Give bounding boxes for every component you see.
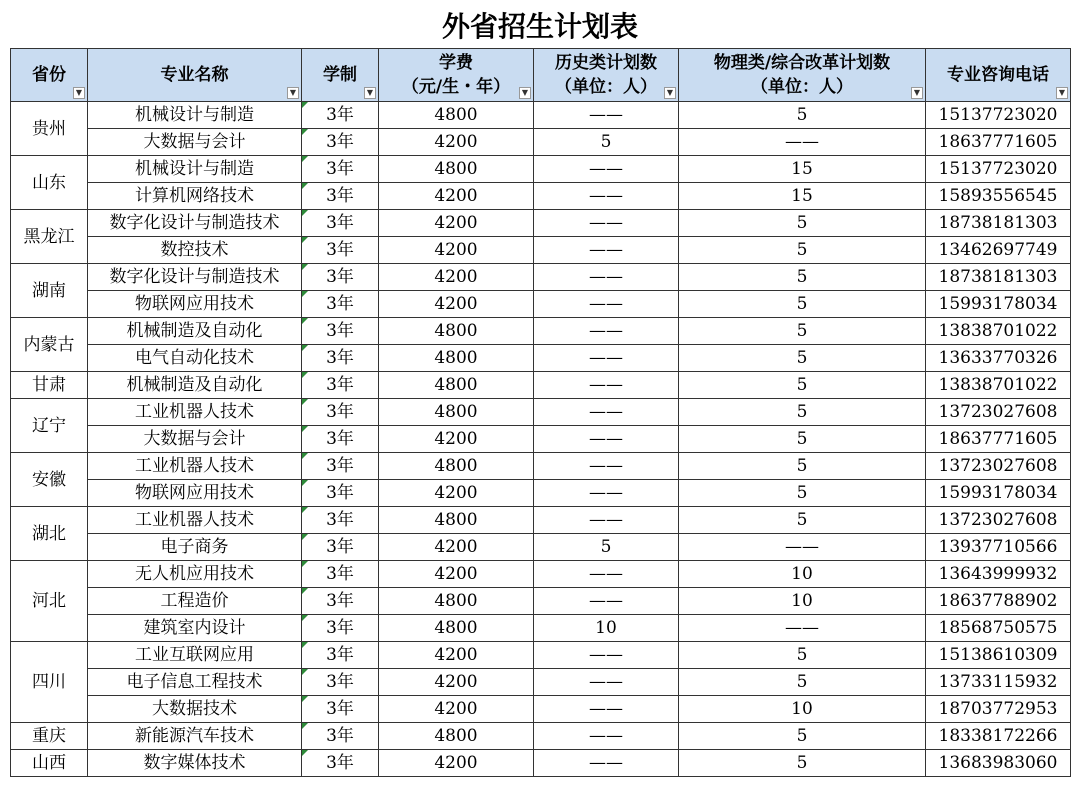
history-plan-cell[interactable]: —— <box>534 480 679 507</box>
major-cell[interactable]: 工业机器人技术 <box>88 453 302 480</box>
major-cell[interactable]: 工业机器人技术 <box>88 507 302 534</box>
header-row <box>11 49 1071 102</box>
table-row <box>11 291 1071 318</box>
phone-cell[interactable]: 13937710566 <box>926 534 1071 561</box>
major-cell[interactable]: 数字化设计与制造技术 <box>88 210 302 237</box>
physics-plan-cell[interactable]: 5 <box>679 642 926 669</box>
phone-cell[interactable]: 13723027608 <box>926 507 1071 534</box>
years-cell[interactable]: 3年 <box>302 210 379 237</box>
phone-cell[interactable]: 18568750575 <box>926 615 1071 642</box>
province-cell[interactable]: 贵州 <box>11 102 88 156</box>
fee-cell[interactable]: 4800 <box>379 507 534 534</box>
history-plan-cell[interactable]: —— <box>534 453 679 480</box>
fee-cell[interactable]: 4200 <box>379 561 534 588</box>
physics-plan-cell[interactable]: 15 <box>679 183 926 210</box>
province-cell[interactable]: 湖北 <box>11 507 88 561</box>
physics-plan-cell[interactable]: 10 <box>679 561 926 588</box>
history-plan-cell[interactable]: —— <box>534 156 679 183</box>
major-cell[interactable]: 机械制造及自动化 <box>88 372 302 399</box>
years-cell[interactable]: 3年 <box>302 372 379 399</box>
years-cell[interactable]: 3年 <box>302 588 379 615</box>
phone-cell[interactable]: 13683983060 <box>926 750 1071 777</box>
phone-cell[interactable]: 18738181303 <box>926 264 1071 291</box>
years-cell[interactable]: 3年 <box>302 750 379 777</box>
table-row <box>11 345 1071 372</box>
table-row <box>11 750 1071 777</box>
province-cell[interactable]: 山西 <box>11 750 88 777</box>
table-title: 外省招生计划表 <box>441 10 638 43</box>
physics-plan-cell[interactable]: 10 <box>679 696 926 723</box>
phone-cell[interactable]: 15137723020 <box>926 156 1071 183</box>
enrollment-plan-table <box>10 48 1071 777</box>
province-cell[interactable]: 内蒙古 <box>11 318 88 372</box>
years-cell[interactable]: 3年 <box>302 102 379 129</box>
phone-cell[interactable]: 13838701022 <box>926 318 1071 345</box>
years-cell[interactable]: 3年 <box>302 129 379 156</box>
phone-cell[interactable]: 13838701022 <box>926 372 1071 399</box>
table-row <box>11 615 1071 642</box>
table-row <box>11 210 1071 237</box>
phone-cell[interactable]: 15893556545 <box>926 183 1071 210</box>
physics-plan-cell[interactable]: 5 <box>679 669 926 696</box>
filter-dropdown-icon[interactable]: ▼ <box>519 87 531 99</box>
filter-dropdown-icon[interactable]: ▼ <box>287 87 299 99</box>
physics-plan-cell[interactable]: 5 <box>679 399 926 426</box>
fee-cell[interactable]: 4200 <box>379 750 534 777</box>
years-cell[interactable]: 3年 <box>302 615 379 642</box>
major-cell[interactable]: 电气自动化技术 <box>88 345 302 372</box>
years-cell[interactable]: 3年 <box>302 723 379 750</box>
history-plan-cell[interactable]: —— <box>534 318 679 345</box>
table-row <box>11 642 1071 669</box>
table-row <box>11 183 1071 210</box>
history-plan-cell[interactable]: 10 <box>534 615 679 642</box>
physics-plan-cell[interactable]: 5 <box>679 426 926 453</box>
table-row <box>11 156 1071 183</box>
history-plan-cell[interactable]: —— <box>534 291 679 318</box>
physics-plan-cell[interactable]: 5 <box>679 291 926 318</box>
major-cell[interactable]: 机械制造及自动化 <box>88 318 302 345</box>
header-phone: 专业咨询电话 ▼ <box>926 49 1071 102</box>
major-cell[interactable]: 大数据与会计 <box>88 426 302 453</box>
province-cell[interactable]: 重庆 <box>11 723 88 750</box>
phone-cell[interactable]: 18338172266 <box>926 723 1071 750</box>
physics-plan-cell[interactable]: 5 <box>679 102 926 129</box>
major-cell[interactable]: 机械设计与制造 <box>88 102 302 129</box>
table-body <box>11 102 1071 777</box>
fee-cell[interactable]: 4200 <box>379 237 534 264</box>
table-row <box>11 318 1071 345</box>
major-cell[interactable]: 机械设计与制造 <box>88 156 302 183</box>
physics-plan-cell[interactable]: 5 <box>679 345 926 372</box>
major-cell[interactable]: 大数据与会计 <box>88 129 302 156</box>
years-cell[interactable]: 3年 <box>302 399 379 426</box>
major-cell[interactable]: 大数据技术 <box>88 696 302 723</box>
fee-cell[interactable]: 4200 <box>379 669 534 696</box>
fee-cell[interactable]: 4200 <box>379 642 534 669</box>
major-cell[interactable]: 电子信息工程技术 <box>88 669 302 696</box>
table-row <box>11 696 1071 723</box>
history-plan-cell[interactable]: 5 <box>534 129 679 156</box>
table-row <box>11 102 1071 129</box>
years-cell[interactable]: 3年 <box>302 480 379 507</box>
phone-cell[interactable]: 13723027608 <box>926 399 1071 426</box>
province-cell[interactable]: 山东 <box>11 156 88 210</box>
header-major: 专业名称 ▼ <box>88 49 302 102</box>
fee-cell[interactable]: 4200 <box>379 696 534 723</box>
physics-plan-cell[interactable]: 5 <box>679 507 926 534</box>
history-plan-cell[interactable]: —— <box>534 210 679 237</box>
province-cell[interactable]: 黑龙江 <box>11 210 88 264</box>
province-cell[interactable]: 湖南 <box>11 264 88 318</box>
table-row <box>11 669 1071 696</box>
province-cell[interactable]: 安徽 <box>11 453 88 507</box>
history-plan-cell[interactable]: —— <box>534 426 679 453</box>
fee-cell[interactable]: 4800 <box>379 372 534 399</box>
fee-cell[interactable]: 4800 <box>379 156 534 183</box>
history-plan-cell[interactable]: —— <box>534 750 679 777</box>
physics-plan-cell[interactable]: 5 <box>679 480 926 507</box>
fee-cell[interactable]: 4200 <box>379 264 534 291</box>
phone-cell[interactable]: 15138610309 <box>926 642 1071 669</box>
physics-plan-cell[interactable]: 5 <box>679 237 926 264</box>
history-plan-cell[interactable]: —— <box>534 372 679 399</box>
fee-cell[interactable]: 4200 <box>379 183 534 210</box>
phone-cell[interactable]: 18738181303 <box>926 210 1071 237</box>
physics-plan-cell[interactable]: 5 <box>679 750 926 777</box>
history-plan-cell[interactable]: —— <box>534 723 679 750</box>
years-cell[interactable]: 3年 <box>302 237 379 264</box>
filter-dropdown-icon[interactable]: ▼ <box>364 87 376 99</box>
phone-cell[interactable]: 13643999932 <box>926 561 1071 588</box>
history-plan-cell[interactable]: —— <box>534 183 679 210</box>
years-cell[interactable]: 3年 <box>302 534 379 561</box>
table-row <box>11 129 1071 156</box>
fee-cell[interactable]: 4200 <box>379 129 534 156</box>
physics-plan-cell[interactable]: 5 <box>679 372 926 399</box>
fee-cell[interactable]: 4200 <box>379 426 534 453</box>
fee-cell[interactable]: 4200 <box>379 534 534 561</box>
fee-cell[interactable]: 4800 <box>379 399 534 426</box>
years-cell[interactable]: 3年 <box>302 453 379 480</box>
history-plan-cell[interactable]: —— <box>534 642 679 669</box>
years-cell[interactable]: 3年 <box>302 696 379 723</box>
province-cell[interactable]: 河北 <box>11 561 88 642</box>
fee-cell[interactable]: 4800 <box>379 102 534 129</box>
table-row <box>11 372 1071 399</box>
province-cell[interactable]: 辽宁 <box>11 399 88 453</box>
history-plan-cell[interactable]: 5 <box>534 534 679 561</box>
physics-plan-cell[interactable]: —— <box>679 615 926 642</box>
history-plan-cell[interactable]: —— <box>534 588 679 615</box>
table-row <box>11 399 1071 426</box>
physics-plan-cell[interactable]: 5 <box>679 264 926 291</box>
table-row <box>11 723 1071 750</box>
physics-plan-cell[interactable]: 5 <box>679 723 926 750</box>
years-cell[interactable]: 3年 <box>302 345 379 372</box>
physics-plan-cell[interactable]: 5 <box>679 210 926 237</box>
years-cell[interactable]: 3年 <box>302 156 379 183</box>
years-cell[interactable]: 3年 <box>302 264 379 291</box>
major-cell[interactable]: 工业机器人技术 <box>88 399 302 426</box>
major-cell[interactable]: 计算机网络技术 <box>88 183 302 210</box>
fee-cell[interactable]: 4800 <box>379 615 534 642</box>
filter-dropdown-icon[interactable]: ▼ <box>911 87 923 99</box>
history-plan-cell[interactable]: —— <box>534 102 679 129</box>
table-row <box>11 426 1071 453</box>
years-cell[interactable]: 3年 <box>302 318 379 345</box>
province-cell[interactable]: 四川 <box>11 642 88 723</box>
phone-cell[interactable]: 15137723020 <box>926 102 1071 129</box>
major-cell[interactable]: 数控技术 <box>88 237 302 264</box>
phone-cell[interactable]: 15993178034 <box>926 291 1071 318</box>
table-row <box>11 507 1071 534</box>
history-plan-cell[interactable]: —— <box>534 669 679 696</box>
fee-cell[interactable]: 4800 <box>379 723 534 750</box>
major-cell[interactable]: 工业互联网应用 <box>88 642 302 669</box>
physics-plan-cell[interactable]: 5 <box>679 318 926 345</box>
phone-cell[interactable]: 18637771605 <box>926 129 1071 156</box>
physics-plan-cell[interactable]: —— <box>679 534 926 561</box>
header-history-plan: 历史类计划数 （单位：人） ▼ <box>534 49 679 102</box>
phone-cell[interactable]: 13723027608 <box>926 453 1071 480</box>
fee-cell[interactable]: 4800 <box>379 345 534 372</box>
fee-cell[interactable]: 4800 <box>379 318 534 345</box>
phone-cell[interactable]: 13733115932 <box>926 669 1071 696</box>
table-row <box>11 237 1071 264</box>
years-cell[interactable]: 3年 <box>302 291 379 318</box>
history-plan-cell[interactable]: —— <box>534 561 679 588</box>
history-plan-cell[interactable]: —— <box>534 399 679 426</box>
history-plan-cell[interactable]: —— <box>534 237 679 264</box>
filter-dropdown-icon[interactable]: ▼ <box>1056 87 1068 99</box>
years-cell[interactable]: 3年 <box>302 669 379 696</box>
fee-cell[interactable]: 4200 <box>379 291 534 318</box>
phone-cell[interactable]: 18637771605 <box>926 426 1071 453</box>
history-plan-cell[interactable]: —— <box>534 345 679 372</box>
phone-cell[interactable]: 18703772953 <box>926 696 1071 723</box>
fee-cell[interactable]: 4800 <box>379 453 534 480</box>
filter-dropdown-icon[interactable]: ▼ <box>73 87 85 99</box>
major-cell[interactable]: 数字媒体技术 <box>88 750 302 777</box>
physics-plan-cell[interactable]: 5 <box>679 453 926 480</box>
years-cell[interactable]: 3年 <box>302 561 379 588</box>
major-cell[interactable]: 电子商务 <box>88 534 302 561</box>
major-cell[interactable]: 新能源汽车技术 <box>88 723 302 750</box>
major-cell[interactable]: 工程造价 <box>88 588 302 615</box>
table-row <box>11 264 1071 291</box>
header-province: 省份 ▼ <box>11 49 88 102</box>
table-row <box>11 480 1071 507</box>
history-plan-cell[interactable]: —— <box>534 507 679 534</box>
years-cell[interactable]: 3年 <box>302 642 379 669</box>
header-years: 学制 ▼ <box>302 49 379 102</box>
years-cell[interactable]: 3年 <box>302 507 379 534</box>
physics-plan-cell[interactable]: —— <box>679 129 926 156</box>
fee-cell[interactable]: 4800 <box>379 588 534 615</box>
major-cell[interactable]: 数字化设计与制造技术 <box>88 264 302 291</box>
major-cell[interactable]: 无人机应用技术 <box>88 561 302 588</box>
phone-cell[interactable]: 13462697749 <box>926 237 1071 264</box>
filter-dropdown-icon[interactable]: ▼ <box>664 87 676 99</box>
physics-plan-cell[interactable]: 10 <box>679 588 926 615</box>
fee-cell[interactable]: 4200 <box>379 480 534 507</box>
years-cell[interactable]: 3年 <box>302 183 379 210</box>
history-plan-cell[interactable]: —— <box>534 696 679 723</box>
header-fee: 学费 （元/生・年） ▼ <box>379 49 534 102</box>
phone-cell[interactable]: 18637788902 <box>926 588 1071 615</box>
history-plan-cell[interactable]: —— <box>534 264 679 291</box>
years-cell[interactable]: 3年 <box>302 426 379 453</box>
table-row <box>11 453 1071 480</box>
table-row <box>11 588 1071 615</box>
phone-cell[interactable]: 15993178034 <box>926 480 1071 507</box>
header-physics-plan: 物理类/综合改革计划数 （单位：人） ▼ <box>679 49 926 102</box>
phone-cell[interactable]: 13633770326 <box>926 345 1071 372</box>
province-cell[interactable]: 甘肃 <box>11 372 88 399</box>
physics-plan-cell[interactable]: 15 <box>679 156 926 183</box>
table-row <box>11 561 1071 588</box>
fee-cell[interactable]: 4200 <box>379 210 534 237</box>
table-row <box>11 534 1071 561</box>
major-cell[interactable]: 物联网应用技术 <box>88 291 302 318</box>
major-cell[interactable]: 建筑室内设计 <box>88 615 302 642</box>
major-cell[interactable]: 物联网应用技术 <box>88 480 302 507</box>
